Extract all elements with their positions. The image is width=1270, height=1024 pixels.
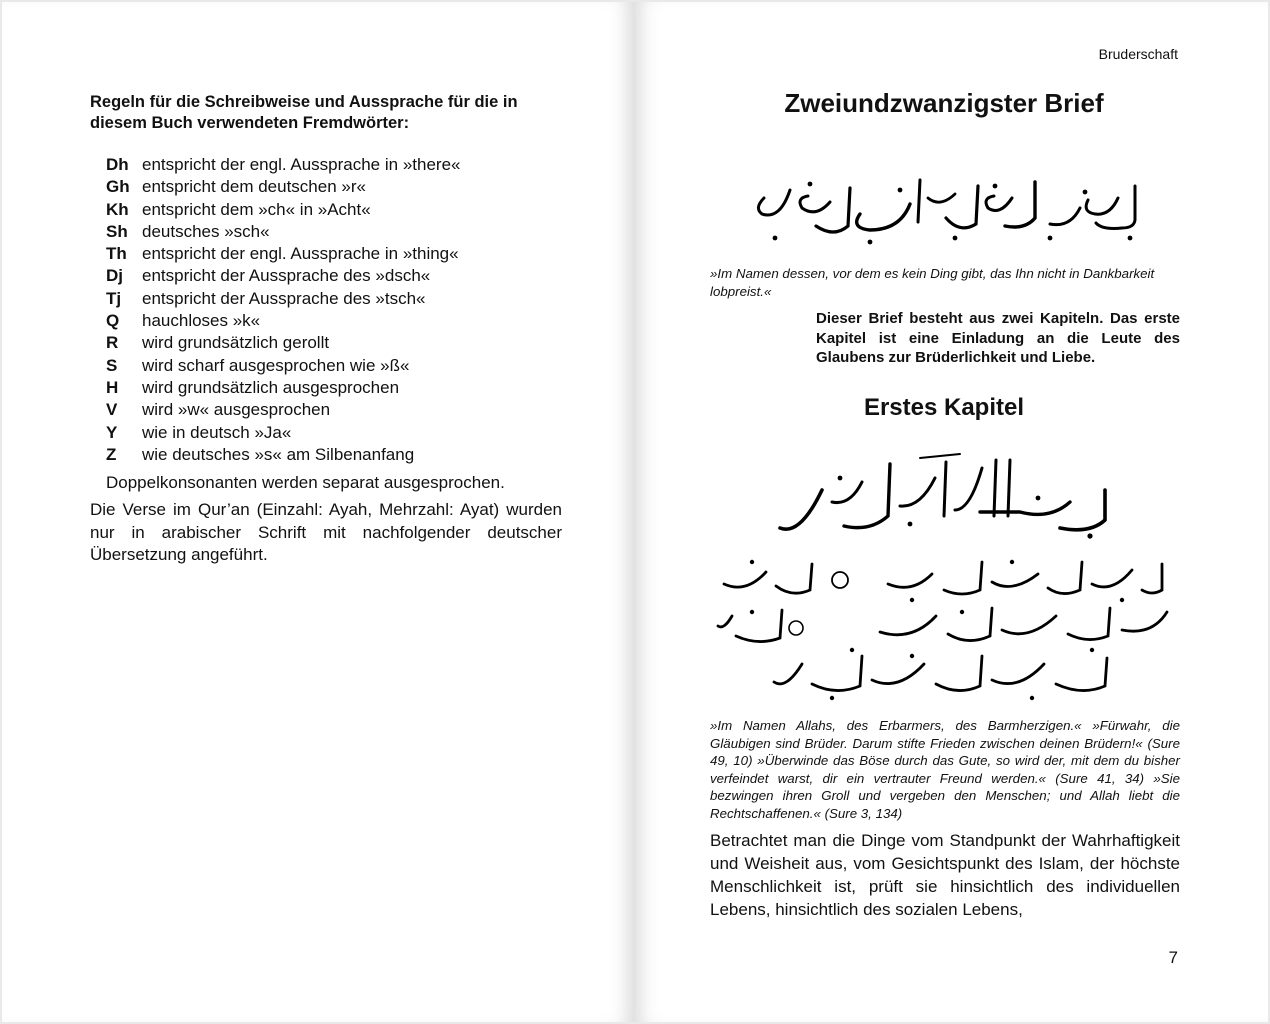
chapter-title: Erstes Kapitel [863,394,1025,421]
transliteration-description: entspricht der Aussprache des »dsch« [142,266,431,286]
transliteration-description: wird scharf ausgesprochen wie »ß« [142,355,410,375]
letter-intro: Dieser Brief besteht aus zwei Kapiteln. Das erste Kapitel ist eine Einladung an die Leute des Glaubens zur Brüderlichkeit und Liebe. [816,310,1180,367]
transliteration-letter: Kh [106,199,129,219]
transliteration-row [106,377,576,399]
body-paragraph: Betrachtet man die Dinge vom Standpunkt der Wahrhaftigkeit und Weisheit aus, vom Gesichtspunkt des Islam, der höchste Menschlichkeit ist, prüft sie hinsichtlich des individuellen Lebens, hinsichtlich des sozialen Lebens, [710,831,1180,919]
transliteration-letter: Dh [106,155,129,174]
transliteration-row [106,355,576,377]
quran-verses-note: Die Verse im Qur’an (Einzahl: Ayah, Mehrzahl: Ayat) wurden nur in arabischer Schrift mit nachfolgender deutscher Übersetzung angeführt. [90,500,562,564]
transliteration-letter: Tj [106,288,122,308]
transliteration-row [106,444,576,466]
transliteration-row [106,154,576,176]
transliteration-letter: Sh [106,221,128,241]
transliteration-row [106,243,576,265]
transliteration-list [106,154,576,466]
page-number: 7 [1168,948,1178,967]
transliteration-description: deutsches »sch« [142,221,270,241]
transliteration-description: wird grundsätzlich gerollt [142,333,330,353]
transliteration-row [106,221,576,243]
running-head: Bruderschaft [1098,46,1178,62]
transliteration-letter: Th [106,244,127,264]
transliteration-row [106,422,576,444]
transliteration-row [106,199,576,221]
opening-quote: »Im Namen dessen, vor dem es kein Ding gibt, das Ihn nicht in Dankbarkeit lobpreist.« [710,266,1155,299]
transliteration-letter: Q [106,311,120,331]
double-consonant-note: Doppelkonsonanten werden separat ausgesprochen. [106,473,505,492]
basmala-calligraphy [770,450,1120,542]
transliteration-letter: H [106,377,119,397]
quran-translation-quote: »Im Namen Allahs, des Erbarmers, des Barmherzigen.« »Fürwahr, die Gläubigen sind Brüder. Darum stifte Frieden zwischen deinen Brüdern!« (Sure 49, 10) »Überwinde das Böse durch das Gute, so wird der, mit dem du bisher verfeindet warst, dir ein vertrauter Freund werden.« (Sure 41, 34) »Sie bezwingen ihren Groll und vergeben den Menschen; und Allah liebt die Rechtschaffenen.« (Sure 3, 134) [710,718,1180,821]
pronunciation-rules-heading: Regeln für die Schreibweise und Aussprache für die in diesem Buch verwendeten Fremdwörter: [90,93,518,132]
transliteration-row [106,265,576,287]
transliteration-row [106,288,576,310]
transliteration-description: wie deutsches »s« am Silbenanfang [142,444,415,464]
transliteration-description: entspricht dem deutschen »r« [142,177,366,197]
transliteration-letter: V [106,400,118,420]
transliteration-letter: Gh [106,177,130,197]
transliteration-description: wird »w« ausgesprochen [142,400,331,420]
quran-verses-calligraphy [712,550,1174,702]
transliteration-description: entspricht der engl. Aussprache in »there« [142,155,461,174]
transliteration-row [106,310,576,332]
transliteration-description: wie in deutsch »Ja« [142,422,292,442]
transliteration-description: hauchloses »k« [142,311,261,331]
transliteration-letter: Dj [106,266,123,286]
transliteration-row [106,176,576,198]
transliteration-letter: S [106,355,118,375]
transliteration-description: entspricht dem »ch« in »Acht« [142,199,371,219]
transliteration-description: wird grundsätzlich ausgesprochen [142,377,400,397]
letter-title: Zweiundzwanzigster Brief [784,88,1104,118]
transliteration-description: entspricht der Aussprache des »tsch« [142,288,426,308]
transliteration-row [106,332,576,354]
transliteration-description: entspricht der engl. Aussprache in »thing« [142,244,459,264]
arabic-heading-calligraphy [750,168,1150,250]
transliteration-letter: Y [106,422,118,442]
transliteration-letter: Z [106,444,117,464]
transliteration-row [106,399,576,421]
transliteration-letter: R [106,333,119,353]
left-page [2,2,634,1022]
